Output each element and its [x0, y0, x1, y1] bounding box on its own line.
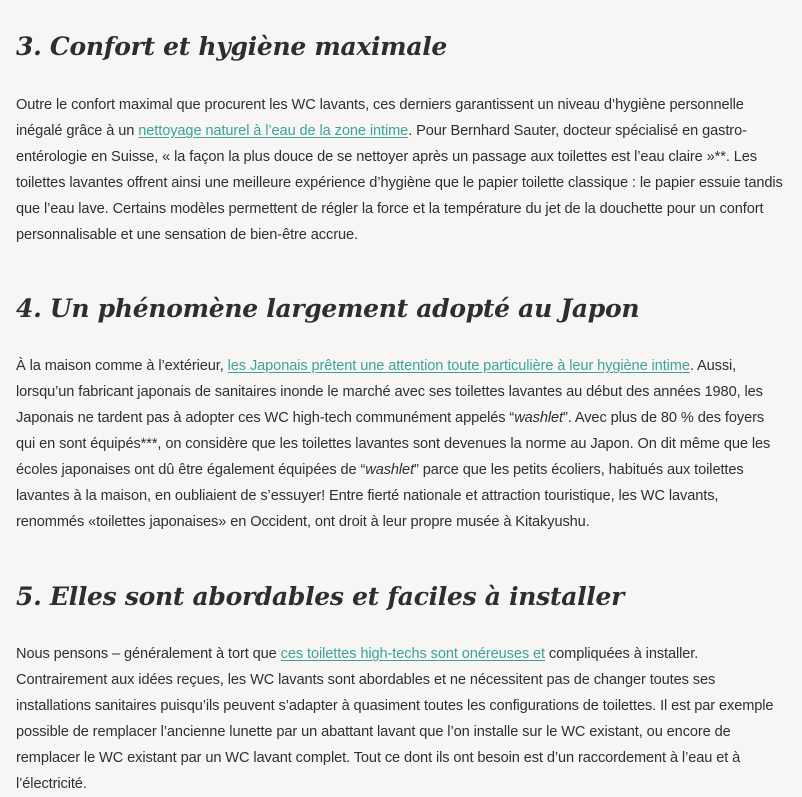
paragraph-text: compliquées à installer. Contrairement aux idées reçues, les WC lavants sont abordables et ne nécessitent pas de changer toutes ses installations sanitaires puisqu’ils peuvent s’adapter à quasiment toutes les configurations de toilettes. Il est par exemple possible de remplacer l’ancienne lunette par un abattant lavant que l’on installe sur le WC existant, ou encore de remplacer le WC existant par un WC lavant complet. Tout ce dont ils ont besoin est d’un raccordement à l’eau et à l’électricité. — [16, 646, 774, 792]
paragraph-text: ”. Avec plus de 80 % des foyers qui en sont équipés***, on considère que les toilettes lavantes sont devenues la norme au Japon. On dit même que les écoles japonaises ont dû être également équipées de “ — [16, 410, 771, 478]
link-natural-cleaning[interactable]: nettoyage naturel à l’eau de la zone intime — [138, 123, 409, 139]
link-japanese-hygiene[interactable]: les Japonais prêtent une attention toute particulière à leur hygiène intime — [227, 358, 690, 374]
paragraph-text: ” parce que les petits écoliers, habitués aux toilettes lavantes à la maison, en oubliaient de s’essuyer! Entre fierté nationale et attraction touristique, les WC lavants, renommés «toilettes japonaises» en Occident, ont droit à leur propre musée à Kitakyushu. — [16, 462, 744, 530]
paragraph-text: Outre le confort maximal que procurent les WC lavants, ces derniers garantissent un niveau d’hygiène personnelle inégalé grâce à un — [16, 97, 744, 139]
paragraph-text: À la maison comme à l’extérieur, — [16, 358, 228, 374]
paragraph-text: . Aussi, lorsqu’un fabricant japonais de sanitaires inonde le marché avec ses toilettes lavantes au début des années 1980, les Japonais ne tardent pas à adopter ces WC high-tech communément appelés “ — [16, 358, 763, 426]
section-heading-4: 4. Un phénomène largement adopté au Japon — [16, 294, 640, 323]
paragraph-text: Nous pensons – généralement à tort que — [16, 646, 281, 662]
link-high-tech-toilets[interactable]: ces toilettes high-techs sont onéreuses et — [280, 646, 545, 662]
section-paragraph-4 — [16, 353, 786, 535]
paragraph-text: . Pour Bernhard Sauter, docteur spécialisé en gastro-entérologie en Suisse, « la façon la plus douce de se nettoyer après un passage aux toilettes est l’eau claire »**. Les toilettes lavantes offrent ainsi une meilleure expérience d’hygiène que le papier toilette classique : le papier essuie tandis que l’eau lave. Certains modèles permettent de régler la force et la température du jet de la douchette pour un confort personnalisable et une sensation de bien-être accrue. — [16, 123, 783, 243]
section-heading-3: 3. Confort et hygiène maximale — [16, 32, 448, 61]
washlet-term: washlet — [365, 462, 415, 478]
washlet-term: washlet — [514, 410, 563, 426]
section-heading-5: 5. Elles sont abordables et faciles à installer — [16, 582, 624, 611]
section-paragraph-5 — [16, 641, 786, 797]
section-paragraph-3 — [16, 92, 786, 248]
